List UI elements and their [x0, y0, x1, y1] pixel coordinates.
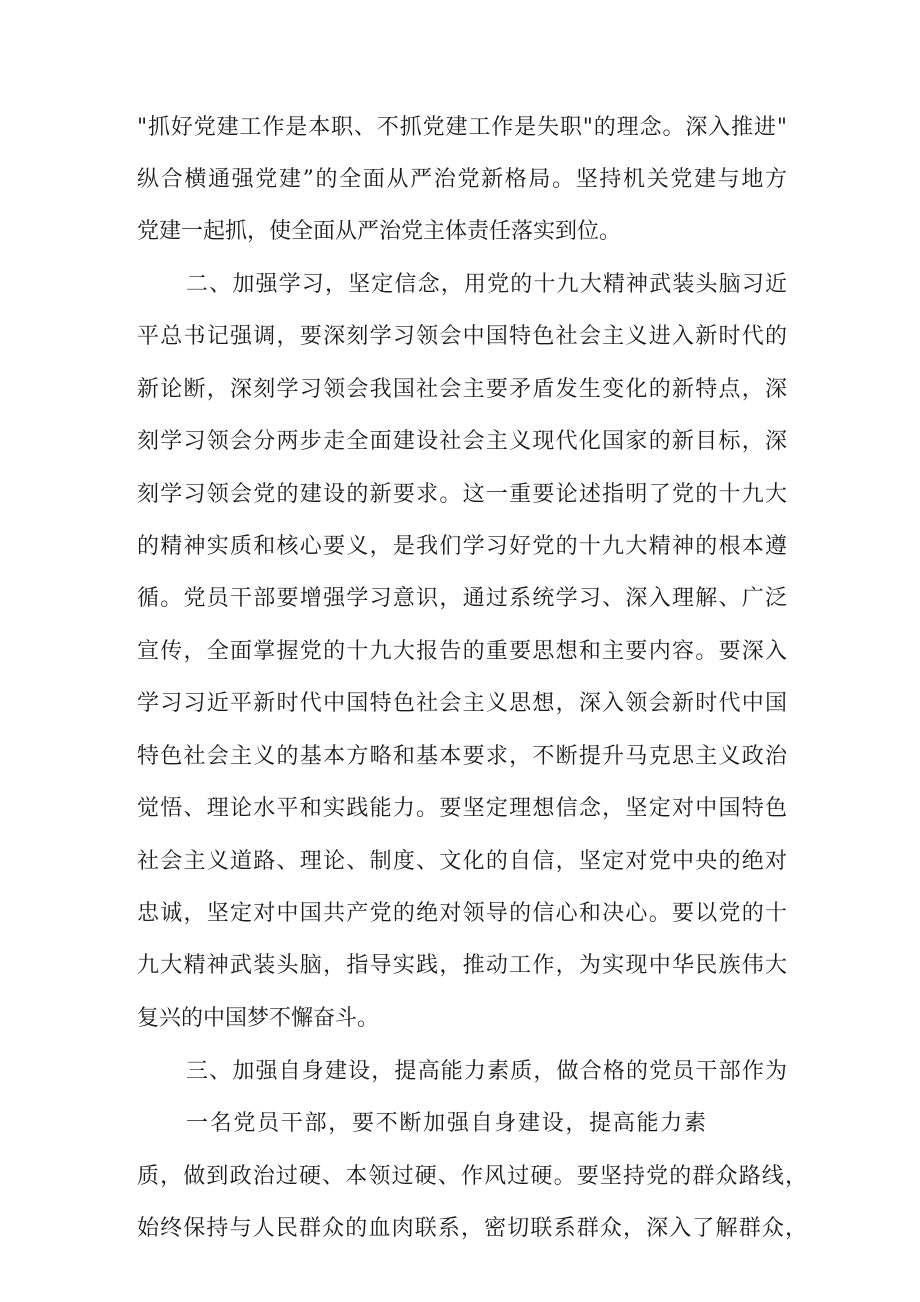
text-line: 纵合横通强党建”的全面从严治党新格局。坚持机关党建与地方	[137, 167, 787, 192]
text-line: 社会主义道路、理论、制度、文化的自信，坚定对党中央的绝对	[137, 849, 787, 874]
text-line: 的精神实质和核心要义，是我们学习好党的十九大精神的根本遵	[137, 534, 787, 559]
text-line: 特色社会主义的基本方略和基本要求，不断提升马克思主义政治	[137, 744, 787, 769]
text-line: 九大精神武装头脑，指导实践，推动工作，为实现中华民族伟大	[137, 953, 787, 978]
text-line: 循。党员干部要增强学习意识，通过系统学习、深入理解、广泛	[137, 586, 787, 611]
section-heading-2: 二、加强学习，坚定信念，用党的十九大精神武装头脑习近	[186, 272, 787, 297]
text-line: 刻学习领会分两步走全面建设社会主义现代化国家的新目标，深	[137, 429, 787, 454]
text-line: 党建一起抓，使全面从严治党主体责任落实到位。	[137, 219, 622, 244]
text-line: 刻学习领会党的建设的新要求。这一重要论述指明了党的十九大	[137, 482, 787, 507]
text-line: 觉悟、理论水平和实践能力。要坚定理想信念，坚定对中国特色	[137, 796, 787, 821]
text-line: 学习习近平新时代中国特色社会主义思想，深入领会新时代中国	[137, 691, 787, 716]
text-line: 忠诚，坚定对中国共产党的绝对领导的信心和决心。要以党的十	[137, 901, 787, 926]
section-heading-3: 三、加强自身建设，提高能力素质，做合格的党员干部作为	[186, 1059, 787, 1084]
text-line: 复兴的中国梦不懈奋斗。	[137, 1006, 380, 1031]
text-line: "抓好党建工作是本职、不抓党建工作是失职"的理念。深入推进"	[137, 115, 787, 140]
text-line: 始终保持与人民群众的血肉联系，密切联系群众，深入了解群众，	[137, 1216, 807, 1241]
text-line: 质，做到政治过硬、本领过硬、作风过硬。要坚持党的群众路线，	[137, 1164, 807, 1189]
text-line: 新论断，深刻学习领会我国社会主要矛盾发生变化的新特点，深	[137, 377, 787, 402]
text-line: 一名党员干部，要不断加强自身建设，提高能力素	[186, 1111, 706, 1136]
text-line: 平总书记强调，要深刻学习领会中国特色社会主义进入新时代的	[137, 324, 787, 349]
text-line: 宣传，全面掌握党的十九大报告的重要思想和主要内容。要深入	[137, 639, 787, 664]
